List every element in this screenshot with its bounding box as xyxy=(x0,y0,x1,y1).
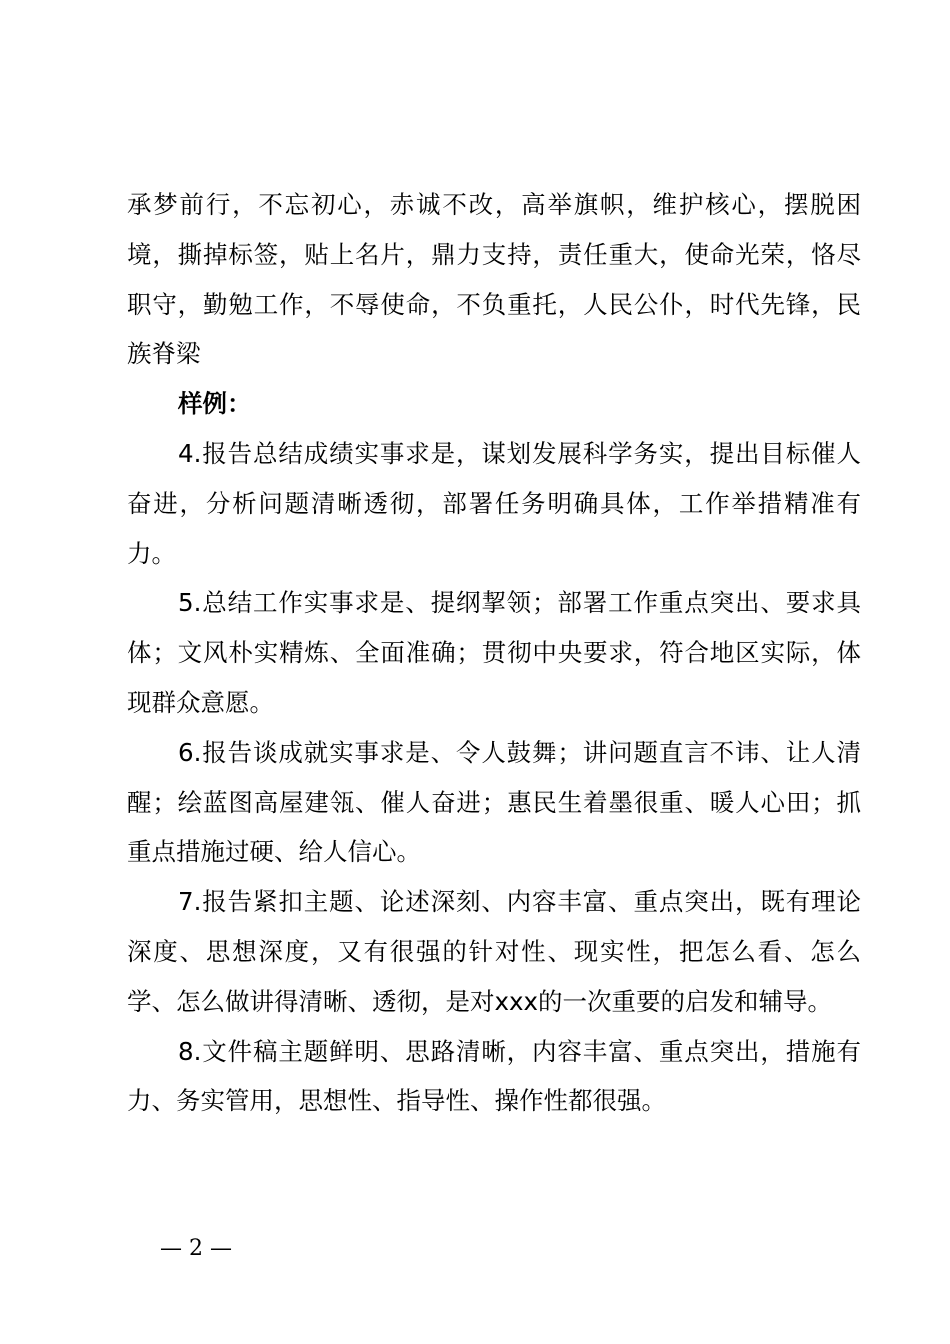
example-paragraph-5: 5.总结工作实事求是、提纲挈领；部署工作重点突出、要求具体；文风朴实精炼、全面准确；贯彻中央要求，符合地区实际，体现群众意愿。 xyxy=(127,588,861,717)
intro-paragraph: 承梦前行，不忘初心，赤诚不改，高举旗帜，维护核心，摆脱困境，撕掉标签，贴上名片，鼎力支持，责任重大，使命光荣，恪尽职守，勤勉工作，不辱使命，不负重托，人民公仆，时代先锋，民族脊梁 xyxy=(127,190,861,369)
example-paragraph-7: 7.报告紧扣主题、论述深刻、内容丰富、重点突出，既有理论深度、思想深度，又有很强的针对性、现实性，把怎么看、怎么学、怎么做讲得清晰、透彻，是对xxx的一次重要的启发和辅导。 xyxy=(127,887,861,1016)
example-paragraph-6: 6.报告谈成就实事求是、令人鼓舞；讲问题直言不讳、让人清醒；绘蓝图高屋建瓴、催人奋进；惠民生着墨很重、暖人心田；抓重点措施过硬、给人信心。 xyxy=(127,737,861,867)
example-paragraph-8: 8.文件稿主题鲜明、思路清晰，内容丰富、重点突出，措施有力、务实管用，思想性、指导性、操作性都很强。 xyxy=(127,1036,861,1116)
section-heading: 样例： xyxy=(178,389,252,419)
page-number: — 2 — xyxy=(160,1236,232,1261)
document-body xyxy=(127,180,861,1126)
example-paragraph-4: 4.报告总结成绩实事求是，谋划发展科学务实，提出目标催人奋进，分析问题清晰透彻，部署任务明确具体，工作举措精准有力。 xyxy=(127,438,861,568)
